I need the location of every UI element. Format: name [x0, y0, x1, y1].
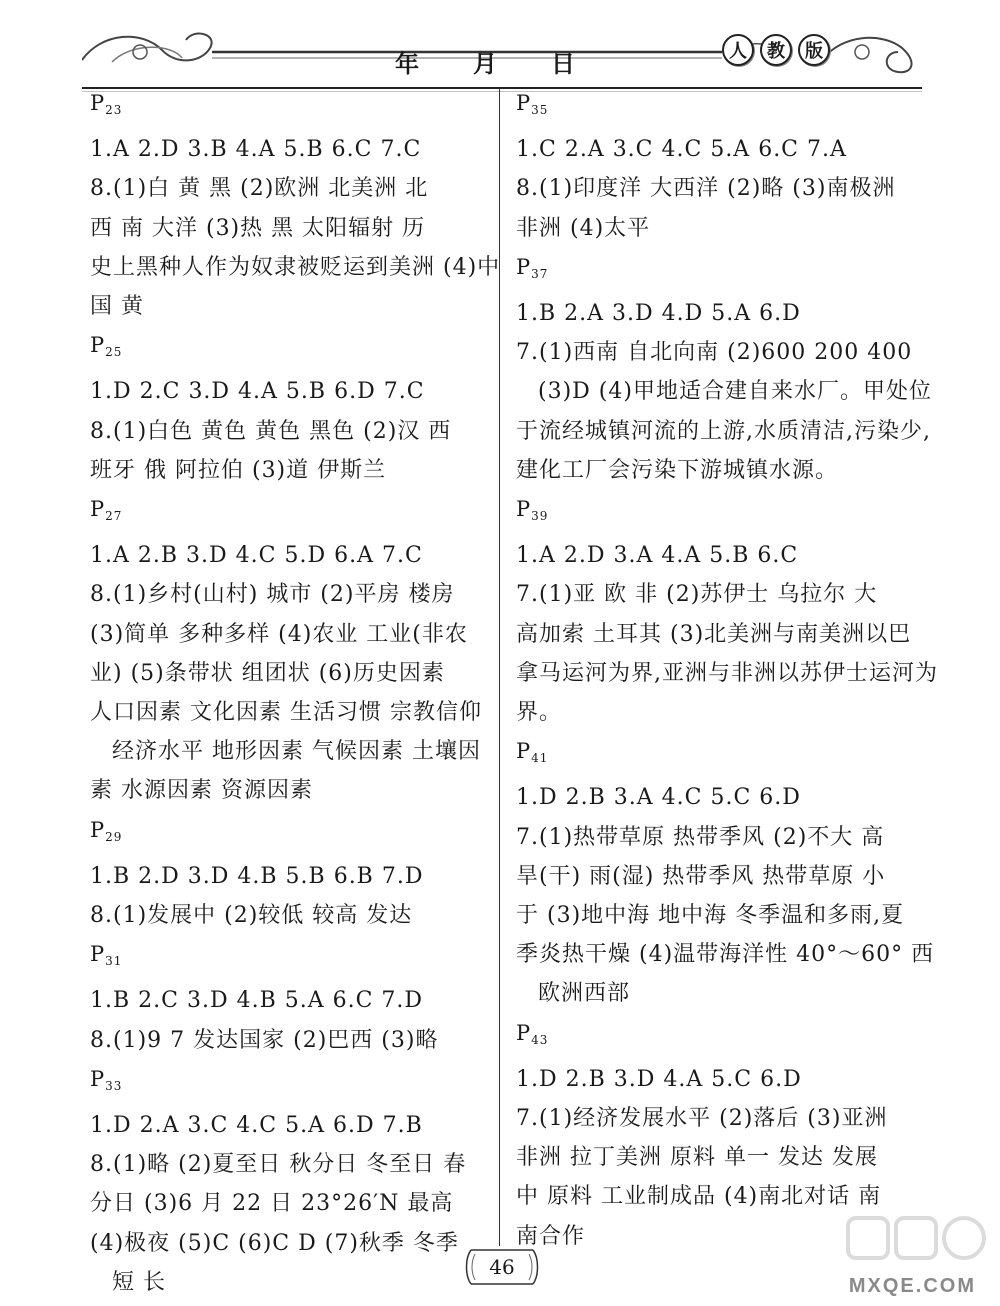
column-divider: [499, 88, 500, 1246]
right-answer-column: [516, 84, 938, 1256]
page-number-subscript: 29: [105, 829, 123, 844]
answer-line: 于 (3)地中海 地中海 冬季温和多雨,夏: [516, 903, 905, 929]
answer-line: 欧洲西部: [538, 981, 631, 1007]
answer-line: 7.(1)亚 欧 非 (2)苏伊士 乌拉尔 大: [516, 582, 878, 608]
answer-line: 西 南 大洋 (3)热 黑 太阳辐射 历: [90, 215, 426, 241]
page-prefix: P: [516, 254, 532, 279]
page-reference: [516, 248, 916, 294]
page-number: 46: [489, 1255, 515, 1279]
answer-line: 8.(1)乡村(山村) 城市 (2)平房 楼房: [90, 582, 455, 608]
page-reference: [516, 84, 916, 130]
answer-line: 旱(干) 雨(湿) 热带季风 热带草原 小: [516, 863, 886, 889]
year-label: 年: [395, 49, 419, 78]
page-reference: [90, 811, 490, 857]
answer-line: 8.(1)白色 黄色 黄色 黑色 (2)汉 西: [90, 418, 452, 444]
answer-line: (3)简单 多种多样 (4)农业 工业(非农: [90, 621, 468, 647]
page-number-subscript: 25: [105, 345, 123, 360]
answer-line: 素 水源因素 资源因素: [90, 778, 313, 804]
answer-line: 国 黄: [90, 294, 144, 320]
page-number-subscript: 35: [531, 103, 549, 117]
page-prefix: P: [516, 739, 532, 764]
answer-line: 1.B 2.D 3.D 4.B 5.B 6.B 7.D: [90, 863, 424, 889]
answer-line: 1.A 2.D 3.B 4.A 5.B 6.C 7.C: [90, 137, 422, 163]
answer-line: 7.(1)经济发展水平 (2)落后 (3)亚洲: [516, 1106, 888, 1132]
page-number-subscript: 23: [105, 103, 123, 117]
page-prefix: P: [90, 942, 106, 967]
answer-line: 史上黑种人作为奴隶被贬运到美洲 (4)中: [90, 254, 501, 280]
page-prefix: P: [90, 1066, 106, 1091]
page-reference: [90, 490, 490, 536]
watermark-text: MXQE.COM: [848, 1275, 976, 1297]
answer-line: 拿马运河为界,亚洲与非洲以苏伊士运河为: [516, 660, 938, 686]
page-number-subscript: 37: [531, 266, 549, 281]
page-number-subscript: 43: [531, 1032, 549, 1047]
answer-line: 1.D 2.B 3.D 4.A 5.C 6.D: [516, 1066, 802, 1092]
page-prefix: P: [516, 91, 532, 115]
answer-line: 高加索 土耳其 (3)北美洲与南美洲以巴: [516, 621, 912, 647]
answer-line: 1.D 2.C 3.D 4.A 5.B 6.D 7.C: [90, 379, 425, 405]
answer-line: 8.(1)9 7 发达国家 (2)巴西 (3)略: [90, 1027, 439, 1053]
answer-line: 短 长: [112, 1269, 166, 1295]
answer-line: 人口因素 文化因素 生活习惯 宗教信仰: [90, 700, 482, 726]
page-reference: [90, 935, 490, 981]
page-number-subscript: 27: [105, 509, 123, 524]
day-label: 日: [551, 49, 575, 78]
page-prefix: P: [516, 497, 532, 522]
answer-line: 8.(1)发展中 (2)较低 较高 发达: [90, 903, 413, 929]
page-prefix: P: [516, 1020, 532, 1045]
answer-line: 季炎热干燥 (4)温带海洋性 40°～60° 西: [516, 942, 935, 968]
answer-line: 分日 (3)6 月 22 日 23°26′N 最高: [90, 1191, 454, 1217]
answer-line: 1.A 2.B 3.D 4.C 5.D 6.A 7.C: [90, 543, 423, 569]
answer-line: 1.D 2.A 3.C 4.C 5.A 6.D 7.B: [90, 1113, 423, 1139]
answer-line: 1.B 2.A 3.D 4.D 5.A 6.D: [516, 301, 801, 327]
page-prefix: P: [90, 91, 106, 115]
answer-line: 班牙 俄 阿拉伯 (3)道 伊斯兰: [90, 457, 387, 483]
answer-line: 8.(1)略 (2)夏至日 秋分日 冬至日 春: [90, 1152, 467, 1178]
answer-line: 中 原料 工业制成品 (4)南北对话 南: [516, 1184, 882, 1210]
page-prefix: P: [90, 497, 106, 522]
page-number-subscript: 31: [105, 954, 123, 969]
answer-line: 8.(1)印度洋 大西洋 (2)略 (3)南极洲: [516, 176, 896, 202]
left-answer-column: [90, 84, 501, 1302]
page-number-subscript: 33: [105, 1078, 123, 1093]
answer-line: 业) (5)条带状 组团状 (6)历史因素: [90, 660, 445, 686]
answer-line: 1.A 2.D 3.A 4.A 5.B 6.C: [516, 543, 799, 569]
page-reference: [90, 326, 490, 372]
page-prefix: P: [90, 817, 106, 842]
page-reference: [516, 1014, 916, 1060]
answer-line: (4)极夜 (5)C (6)C D (7)秋季 冬季: [90, 1230, 459, 1256]
answer-line: 南合作: [516, 1223, 586, 1249]
answer-line: 经济水平 地形因素 气候因素 土壤因: [112, 739, 481, 765]
answer-line: 非洲 拉丁美洲 原料 单一 发达 发展: [516, 1145, 878, 1171]
answer-line: 1.C 2.A 3.C 4.C 5.A 6.C 7.A: [516, 137, 847, 163]
page-reference: [90, 1060, 490, 1106]
answer-line: 于流经城镇河流的上游,水质清洁,污染少,: [516, 418, 931, 444]
page-reference: [516, 732, 916, 778]
edition-badges: [722, 34, 830, 68]
answer-line: 非洲 (4)太平: [516, 215, 651, 241]
answer-line: 8.(1)白 黄 黑 (2)欧洲 北美洲 北: [90, 176, 429, 202]
answer-line: 7.(1)热带草原 热带季风 (2)不大 高: [516, 824, 885, 850]
answer-line: 1.D 2.B 3.A 4.C 5.C 6.D: [516, 785, 801, 811]
page-prefix: P: [90, 333, 106, 358]
answer-line: (3)D (4)甲地适合建自来水厂。甲处位: [538, 379, 932, 405]
page-number-subscript: 39: [531, 509, 549, 524]
page-reference: [516, 490, 916, 536]
page-number-subscript: 41: [531, 751, 549, 766]
answer-line: 建化工厂会污染下游城镇水源。: [516, 457, 839, 483]
month-label: 月: [473, 49, 497, 78]
edition-badge: 版: [798, 34, 830, 66]
answer-line: 7.(1)西南 自北向南 (2)600 200 400: [516, 340, 913, 366]
page-reference: [90, 84, 490, 130]
edition-badge: 人: [722, 34, 754, 66]
answer-line: 界。: [516, 700, 563, 726]
answer-line: 1.B 2.C 3.D 4.B 5.A 6.C 7.D: [90, 988, 424, 1014]
edition-badge: 教: [760, 34, 792, 66]
header-date: [395, 44, 575, 78]
